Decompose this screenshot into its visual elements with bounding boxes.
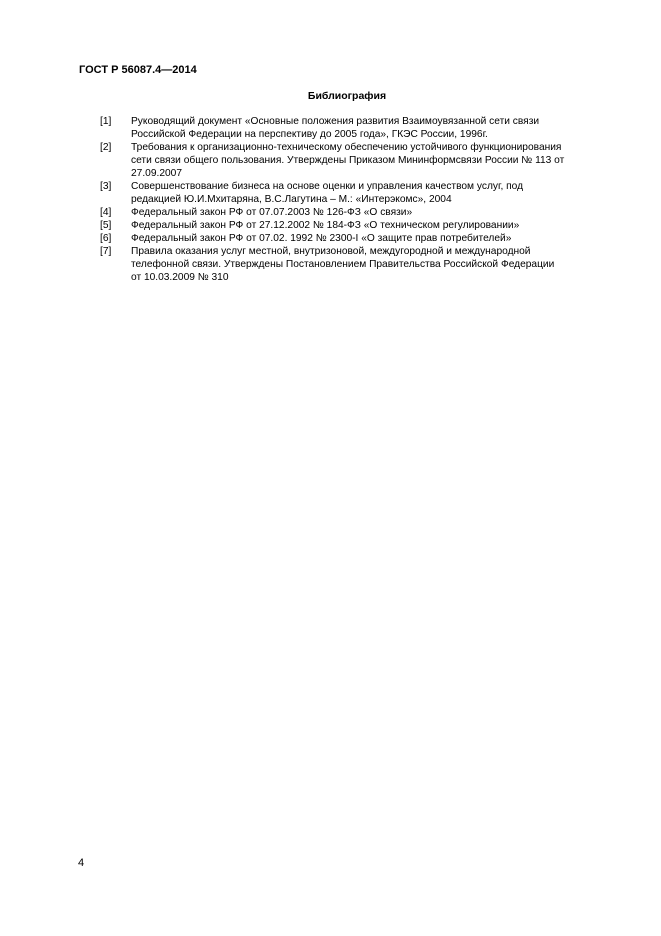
page-number: 4 bbox=[78, 857, 85, 869]
entry-text: Требования к организационно-техническому обеспечению устойчивого функционирования сети связи общего пользования. Утверждены Приказом Мининформсвязи России № 113 от 27.09.2007 bbox=[131, 142, 565, 179]
bibliography-entry-2 bbox=[100, 141, 620, 180]
entry-number: [4] bbox=[100, 207, 112, 218]
bibliography-list bbox=[100, 115, 620, 284]
entry-text: Федеральный закон РФ от 07.07.2003 № 126-ФЗ «О связи» bbox=[131, 207, 413, 218]
bibliography-entry-1 bbox=[100, 115, 620, 141]
bibliography-title: Библиография bbox=[307, 90, 387, 102]
entry-text: Правила оказания услуг местной, внутризоновой, междугородной и международной телефонной связи. Утверждены Постановлением Правительства Российской Федерации от 10.03.2009 № 310 bbox=[131, 246, 555, 283]
bibliography-entry-5 bbox=[100, 219, 620, 232]
entry-number: [2] bbox=[100, 142, 112, 153]
entry-text: Федеральный закон РФ от 07.02. 1992 № 2300-I «О защите прав потребителей» bbox=[131, 233, 512, 244]
entry-text: Руководящий документ «Основные положения развития Взаимоувязанной сети связи Российской Федерации на перспективу до 2005 года», ГКЭС России, 1996г. bbox=[131, 116, 540, 140]
entry-text: Федеральный закон РФ от 27.12.2002 № 184-ФЗ «О техническом регулировании» bbox=[131, 220, 520, 231]
document-standard-number: ГОСТ Р 56087.4—2014 bbox=[79, 64, 197, 76]
bibliography-entry-3 bbox=[100, 180, 620, 206]
bibliography-entry-7 bbox=[100, 245, 620, 284]
bibliography-entry-6 bbox=[100, 232, 620, 245]
entry-number: [5] bbox=[100, 220, 112, 231]
entry-number: [6] bbox=[100, 233, 112, 244]
entry-number: [7] bbox=[100, 246, 112, 257]
entry-number: [1] bbox=[100, 116, 112, 127]
entry-text: Совершенствование бизнеса на основе оценки и управления качеством услуг, под редакцией Ю.И.Мхитаряна, В.С.Лагутина – М.: «Интерэкомс», 2004 bbox=[131, 181, 524, 205]
bibliography-entry-4 bbox=[100, 206, 620, 219]
entry-number: [3] bbox=[100, 181, 112, 192]
